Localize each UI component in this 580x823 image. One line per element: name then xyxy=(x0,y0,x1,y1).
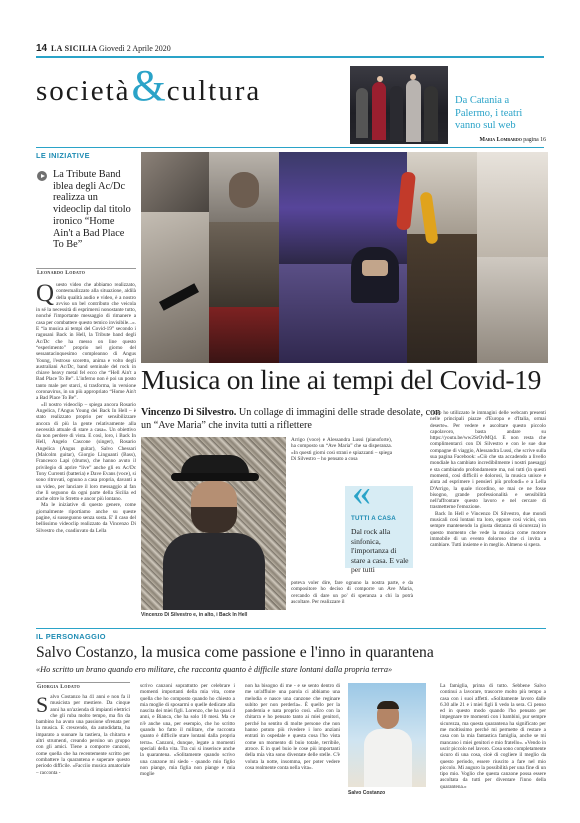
section-title xyxy=(36,60,336,110)
salvo-costanzo-photo xyxy=(348,683,426,787)
article2-para: alvo Costanzo ha 41 anni e non fa il musicista per mestiere. Da cinque anni ha un'azienda di impianti elettrici che gli ruba molto tempo, ma fin da bambino ha avuto una passione sfrenata per la musica. E crescendo, da autodidatta, ha imparato a suonare la tastiera, la chitarra e altri strumenti, creando persino un gruppo con gli amici. Tiene a comporre canzoni, come quella che ha recentemente scritto per combattere la quarantena e superare questo periodo difficile. «Facciio musica amatoriale – racconta - xyxy=(36,694,130,776)
article1-para: Back In Hell e Vincenzo Di Silvestro, due mondi musicali così lontani tra loro, eppure così vicini, con sempre mantenendo la giusta distanza di sicurezza) in questo momento che vede la musica come motore immobile di un evento doloroso che ci invita a cambiare. Tutti insieme e in meglio. Almeno si spera. xyxy=(430,510,546,549)
article1-para: uesto video che abbiamo realizzato, contestualizzato alla situazione, aldilà della qualità audio e video, è a nostro avviso un bel contributo che veicola in sé la necessità di esprimersi nonostante tutto, nonché l'importante messaggio di rimanere a casa per combattere questo temico invisibile...». E “la musica ai tempi del Covid-19” secondo i ragusani Back in Hell, la Tribute band degli Ac/Dc che ha messo on line questo “esperimento” proprio nel giorno del sessantacinquesimo compleanno di Angus Young, l'estroso scoretto, anima e volto degli australiani Ac/Dc, band seminale del rock in chiave heavy metal fel ecco che “Hell Ain't a Bad Place To Be”. L'inferno non è poi un posto tanto male per starci, si trasforma, in versione coronavirus, in un più appropriato “Home Ain't a Bad Place To Be”. xyxy=(36,282,136,402)
section-divider xyxy=(36,628,546,629)
kicker-le-iniziative: LE INIZIATIVE xyxy=(36,151,90,160)
section-title-left: società xyxy=(36,75,131,107)
article1-body-col1 xyxy=(36,282,136,640)
teaser-author: Maria Lombardo xyxy=(479,137,522,143)
teaser-byline xyxy=(451,137,546,143)
article1-para: video ho utilizzato le immagini delle webcam presenti nelle principali piazze d'Europa e d'Italia, ormai deserte». Per vedere e ascoltare questo piccolo capolavoro, basta andare su https://youtu.be/ww2SrOvMQ4. E non resta che complimentarci con Di Silvestro e con le sue due compagne di viaggio, Alessandra Lussi, che scrive sulla sua pagina Facebook: «Ciò che sta accadendo a livello mondiale ha cambiato incredibilmente i nostri paesaggi e sta cambiando profondamente ma, noi tutti (in questi momenti, così difficili e dolorosi, la musica unisce e aiuta ad esprimere i pensieri più profondi» e a Lella D'Arrigo, la quale ricordino, se mai ce ne fosse bisogno, grande professionalità e sensibilità nell'affrontare questo lavoro e nel cercare di trasmetterne l'emozione. xyxy=(430,410,546,511)
article1-body-col3-top: Arrigo (voce) e Alessandra Lussi (pianoforte), ha composto un “Ave Maria” che sa disperanza. «In questi giorni così strani e spiazzanti – spiega Di Silvestro – ho pensato a cosa xyxy=(291,437,392,462)
article1-subhead xyxy=(141,407,441,432)
quote-mark: « xyxy=(352,472,371,514)
article2-body-col4: La famiglia, prima di tutto. Sebbene Salvo continui a lavorare, trascorre molto più tempo a casa con i suoi affetti. «Solitamente lavoro dalle 6.30 alle 21 e i miei figli li vedo la sera. Ci penso ed in questo modo quando l'ho pensato per impegnare tre momenti con i bambini, pur sempre sicurezza, ma questa quarantena ha significato per me moltissimo perché mi permette di restare a casa con la mia fantastica famiglia, anche se mi mancano i miei genitori e mio fratello». «Vendo in uscir piccolo nel lavoro. Cosa sono completamente sicuro di una cosa, cioè di cogliere il meglio da questo periodo, essere riuscito a fare nel mio piccolo. Mi auguro la possibilità per una fine di un tipo mio. Voglio che questa canzone possa essere ascoltata da tutti per diventare l'inno della quarantena.» xyxy=(440,683,546,790)
article1-para: Ma le iniziative di questo genere, come giornalmente riportiamo anche su queste pagine, si susseguono senza sosta. E' il caso del bellissimo videoclip realizzato da Vincenzo Di Silvestro che, coadiuvato da Lella xyxy=(36,502,136,534)
issue-date: Giovedì 2 Aprile 2020 xyxy=(99,44,171,53)
teaser-title: Da Catania a Palermo, i teatri vanno sul web xyxy=(455,95,523,131)
article1-dropcap: Q xyxy=(36,282,55,307)
quote-label: TUTTI A CASA xyxy=(351,515,396,522)
article2-dropcap: S xyxy=(36,694,49,717)
article1-para: «Il nostro videoclip – spiega ancora Rosario Angelica, l'Angus Young dei Back In Hell – è stato realizzato proprio per sensibilizzare ancora di più la gente relativamente alla necessità attuale di stare a casa». Un obiettivo da non perdere di vista. E così, loro, i Back In Hell, Angelo Cascone (singer), Rosario Angelica (Angus guitar), Salvo Chessari (Malcolm guitar), Giorgio Linguanti (Bass), Francesco Lapi (drums), che hanno avuto il privilegio di aprire “live” anche gli ex Ac/Dc Tony Currenti (batteria) e Dave Evans (voce), si sono ritrovati, ognuno a casa propria, davanti a un video, per lanciare il loro messaggio al fan che li seguono da ogni parte della Sicilia ed anche oltre lo Stretto e ancor più lontano. xyxy=(36,401,136,503)
article2-subhead: «Ho scritto un brano quando ero militare, che racconta quanto è difficile stare lontani dalla propria terra» xyxy=(36,665,393,674)
article1-author: Leonardo Lodato xyxy=(37,270,86,276)
sidebar-title: La Tribute Band iblea degli Ac/Dc realizza un videoclip dal titolo ironico “Home Ain't a Bad Place To Be” xyxy=(53,169,131,251)
quote-text: Dal rock alla sinfonica, l'importanza di stare a casa. E vale per tutti xyxy=(351,527,409,575)
header-rule xyxy=(36,56,544,58)
teaser-photo xyxy=(350,66,448,144)
article1-body-col4 xyxy=(430,410,546,620)
teaser-rule xyxy=(36,147,544,148)
back-in-hell-collage xyxy=(141,152,548,363)
vincenzo-photo-caption: Vincenzo Di Silvestro e, in alto, i Back In Hell xyxy=(141,612,248,618)
article2-author: Giorgia Lodato xyxy=(37,684,81,690)
salvo-photo-caption: Salvo Costanzo xyxy=(348,790,386,796)
article2-headline: Salvo Costanzo, la musica come passione e l'inno in quarantena xyxy=(36,644,434,661)
section-title-right: cultura xyxy=(166,75,262,107)
teaser-page-ref: pagina 16 xyxy=(523,137,546,143)
section-ampersand: & xyxy=(131,61,166,110)
vincenzo-photo xyxy=(141,437,286,610)
kicker-il-personaggio: IL PERSONAGGIO xyxy=(36,632,106,641)
article1-subhead-text: Un collage di immagini delle strade desolate, con un “Ave Maria” che invita tutti a riflettere xyxy=(141,407,441,431)
article1-subhead-bold: Vincenzo Di Silvestro. xyxy=(141,407,237,418)
byline-rule xyxy=(36,268,136,269)
article1-headline: Musica on line ai tempi del Covid-19 xyxy=(141,364,542,395)
play-icon xyxy=(37,171,47,181)
article2-body-col2: scrivo canzoni soprattutto per celebrare i momenti importanti della mia vita, come quella che ho composto quando ho chiesto a mia moglie di sposarmi o quelle dedicate alla nascita dei miei figli. Lorenzo, che ha quasi 4 anni, e Bianca, che ha solo 10 mesi. Ma ce n'è anche una, per esempio, che ho scritto quando ho fatto il militare, che racconta quanto è difficile stare lontani dalla propria terra». Canzoni, dunque, legate a momenti speciali della vita. Tra cui si inserisce anche la quarantena. «Solitamente quando scrivo una canzone mi siedo - quando mio figlio non piange, mia figlia non piange e mia moglie xyxy=(140,683,235,778)
article2-body-col3: non ha bisogno di me - e se sento dentro di me un'affluire una parola ci abbiamo una melodia e nasce una canzone che reginare subito per non perderla». È quello per la pandemia e nata proprio così. «Ero con la chitarra e ho pensato tanto ai miei genitori, perché ho sentito di molte persone che non hanno potuto più rivedere i loro anziani entrati in ospedale e questa cosa l'ho vista come un momento di buio totale, terribile, atroce. E in quel buio le cose più importanti della mia vita sono diventate delle stelle. C'è voluta la notte, insomma, per poter vedere cosa realmente conta nella vita». xyxy=(245,683,340,771)
byline-rule-2 xyxy=(36,682,130,683)
article2-body-col1 xyxy=(36,694,130,808)
article1-body-col3-bottom: poteva voler dire, fare ognuno la nostra parte, e da compositore ho deciso di comporre un Ave Maria, cercando di dare un po' di speranza a chi la potrà ascoltare. Per realizzare il xyxy=(291,580,413,605)
masthead: LA SICILIA xyxy=(51,44,98,53)
page-number: 14 xyxy=(36,43,48,54)
